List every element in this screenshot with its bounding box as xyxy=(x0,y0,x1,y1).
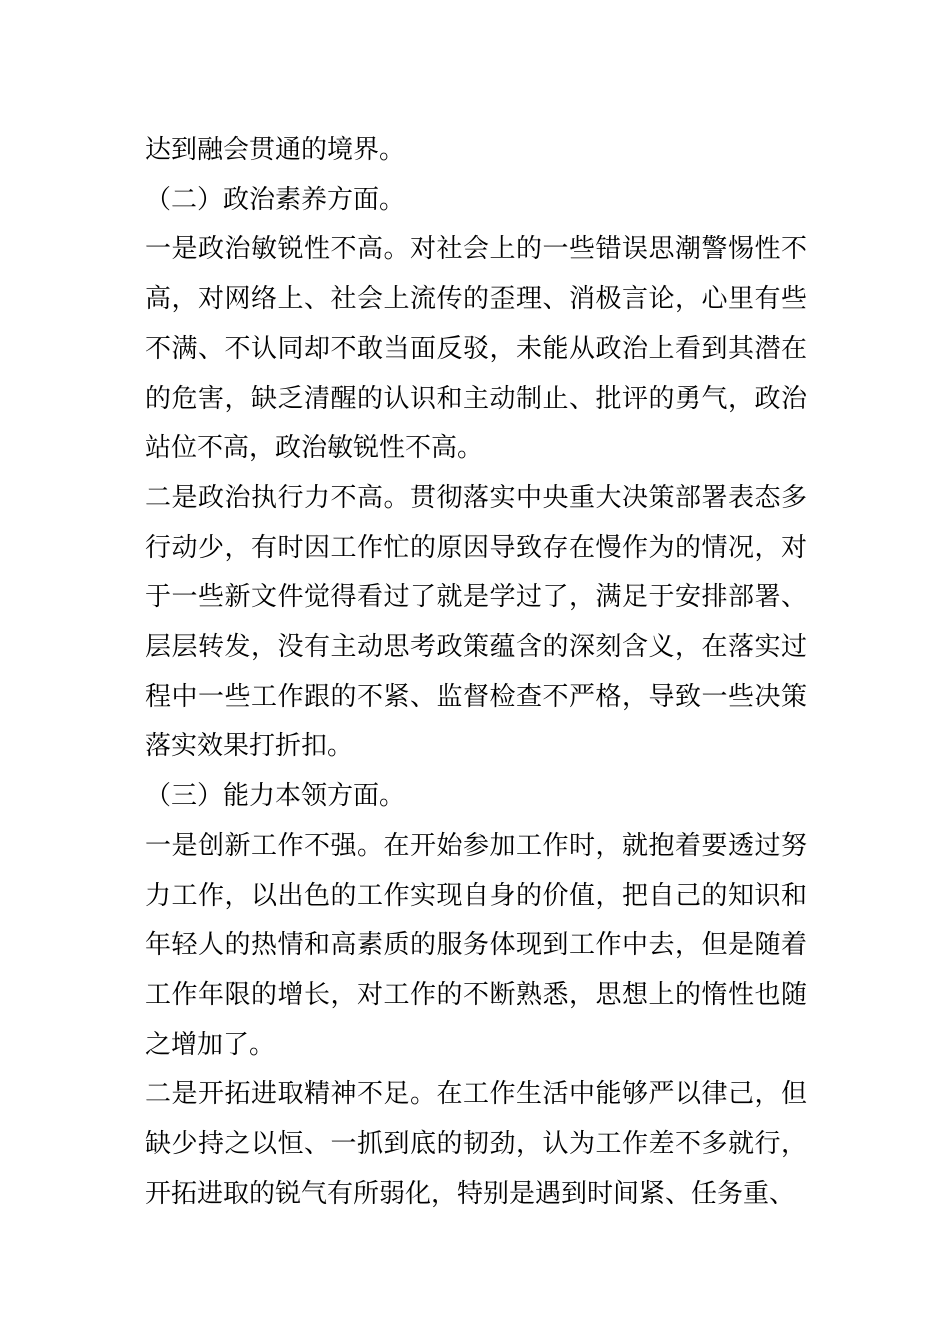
section-heading-political-literacy: （二）政治素养方面。 xyxy=(145,184,406,215)
paragraph-political-sensitivity: 一是政治敏锐性不高。对社会上的一些错误思潮警惕性不高，对网络上、社会上流传的歪理、消极言论，心里有些不满、不认同却不敢当面反驳，未能从政治上看到其潜在的危害，缺乏清醒的认识和主动制止、批评的勇气，政治站位不高，政治敏锐性不高。 xyxy=(145,234,807,464)
section-heading-capability: （三）能力本领方面。 xyxy=(145,781,406,812)
paragraph-innovation: 一是创新工作不强。在开始参加工作时，就抱着要透过努力工作，以出色的工作实现自身的价值，把自己的知识和年轻人的热情和高素质的服务体现到工作中去，但是随着工作年限的增长，对工作的不断熟悉，思想上的惰性也随之增加了。 xyxy=(145,830,807,1060)
paragraph-political-execution: 二是政治执行力不高。贯彻落实中央重大决策部署表态多行动少，有时因工作忙的原因导致存在慢作为的情况，对于一些新文件觉得看过了就是学过了，满足于安排部署、层层转发，没有主动思考政策蕴含的深刻含义，在落实过程中一些工作跟的不紧、监督检查不严格，导致一些决策落实效果打折扣。 xyxy=(145,482,807,762)
paragraph-continuation: 达到融会贯通的境界。 xyxy=(145,135,406,165)
document-body xyxy=(145,126,807,1219)
paragraph-enterprising-spirit: 二是开拓进取精神不足。在工作生活中能够严以律己，但缺少持之以恒、一抓到底的韧劲，认为工作差不多就行，开拓进取的锐气有所弱化，特别是遇到时间紧、任务重、 xyxy=(145,1079,807,1209)
